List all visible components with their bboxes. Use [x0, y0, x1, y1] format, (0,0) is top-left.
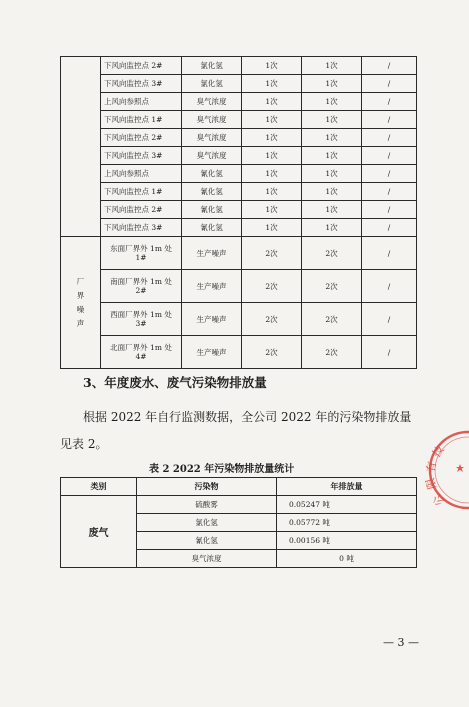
- monitoring-item: 生产噪声: [182, 237, 242, 270]
- monitoring-point: 上风向参照点: [101, 165, 182, 183]
- pollutant: 硫酸雾: [137, 496, 277, 514]
- frequency: 1次: [242, 93, 302, 111]
- svg-text:限: 限: [423, 476, 439, 491]
- emission-amount: 0.05247 吨: [277, 496, 417, 514]
- emission-amount: 0.05772 吨: [277, 514, 417, 532]
- frequency: 1次: [242, 147, 302, 165]
- table-row: [61, 237, 417, 270]
- monitoring-table: [60, 56, 417, 369]
- point-line1: 东面厂界外 1m 处: [110, 244, 172, 253]
- frequency: 2次: [302, 237, 362, 270]
- monitoring-item: 氰化氢: [182, 219, 242, 237]
- table-row: [61, 336, 417, 369]
- note: /: [362, 336, 417, 369]
- frequency: 1次: [302, 75, 362, 93]
- table-row: [61, 201, 417, 219]
- frequency: 1次: [242, 183, 302, 201]
- frequency: 1次: [302, 183, 362, 201]
- monitoring-item: 臭气浓度: [182, 111, 242, 129]
- paragraph-line: 见表 2。: [60, 437, 108, 451]
- monitoring-item: 生产噪声: [182, 270, 242, 303]
- frequency: 1次: [302, 57, 362, 75]
- frequency: 2次: [242, 336, 302, 369]
- monitoring-item: 氯化氢: [182, 75, 242, 93]
- monitoring-point: 上风向参照点: [101, 93, 182, 111]
- table-row: [61, 147, 417, 165]
- monitoring-point: 下风向监控点 2#: [101, 57, 182, 75]
- monitoring-item: 氰化氢: [182, 201, 242, 219]
- svg-text:技: 技: [429, 443, 447, 460]
- note: /: [362, 129, 417, 147]
- frequency: 2次: [242, 303, 302, 336]
- table-row: [61, 219, 417, 237]
- monitoring-point: [101, 270, 182, 303]
- group-cell-empty: [61, 57, 101, 237]
- page-number: — 3 —: [383, 636, 419, 649]
- note: /: [362, 201, 417, 219]
- pollutant: 臭气浓度: [137, 550, 277, 568]
- monitoring-point: 下风向监控点 1#: [101, 111, 182, 129]
- group-label: 厂界噪声: [76, 276, 85, 328]
- point-line2: 3#: [135, 319, 147, 328]
- note: /: [362, 111, 417, 129]
- frequency: 1次: [242, 219, 302, 237]
- table-caption: 表 2 2022 年污染物排放量统计: [149, 464, 295, 475]
- point-line2: 2#: [135, 286, 147, 295]
- svg-text:公: 公: [430, 491, 448, 509]
- frequency: 1次: [242, 201, 302, 219]
- note: /: [362, 303, 417, 336]
- monitoring-item: 生产噪声: [182, 303, 242, 336]
- emission-table: [60, 477, 417, 568]
- note: /: [362, 93, 417, 111]
- table-header-row: [61, 478, 417, 496]
- monitoring-point: 下风向监控点 3#: [101, 147, 182, 165]
- frequency: 2次: [302, 303, 362, 336]
- note: /: [362, 219, 417, 237]
- frequency: 1次: [242, 75, 302, 93]
- point-line2: 1#: [135, 253, 147, 262]
- frequency: 1次: [242, 111, 302, 129]
- monitoring-point: 下风向监控点 2#: [101, 201, 182, 219]
- table-row: [61, 183, 417, 201]
- note: /: [362, 57, 417, 75]
- section-heading: 3、年度废水、废气污染物排放量: [83, 375, 267, 390]
- category-cell: 废气: [61, 496, 137, 568]
- emission-amount: 0 吨: [277, 550, 417, 568]
- table-row: [61, 93, 417, 111]
- point-line1: 南面厂界外 1m 处: [110, 277, 172, 286]
- seal-graphic: [416, 428, 469, 512]
- frequency: 1次: [302, 129, 362, 147]
- note: /: [362, 147, 417, 165]
- frequency: 1次: [302, 93, 362, 111]
- company-seal-stamp: [416, 428, 469, 512]
- frequency: 1次: [302, 165, 362, 183]
- point-line1: 北面厂界外 1m 处: [110, 343, 172, 352]
- point-line1: 西面厂界外 1m 处: [110, 310, 172, 319]
- monitoring-point: [101, 237, 182, 270]
- frequency: 1次: [242, 57, 302, 75]
- column-header: 类别: [61, 478, 137, 496]
- frequency: 1次: [302, 201, 362, 219]
- monitoring-item: 氰化氢: [182, 183, 242, 201]
- paragraph-line: 根据 2022 年自行监测数据，全公司 2022 年的污染物排放量: [83, 410, 412, 424]
- monitoring-point: 下风向监控点 1#: [101, 183, 182, 201]
- frequency: 1次: [302, 111, 362, 129]
- table-row: [61, 57, 417, 75]
- monitoring-point: 下风向监控点 3#: [101, 219, 182, 237]
- table-row: [61, 165, 417, 183]
- table-row: [61, 303, 417, 336]
- frequency: 2次: [242, 270, 302, 303]
- column-header: 年排放量: [277, 478, 417, 496]
- monitoring-item: 生产噪声: [182, 336, 242, 369]
- frequency: 2次: [302, 270, 362, 303]
- group-label-cell: [61, 237, 101, 369]
- pollutant: 氯化氢: [137, 514, 277, 532]
- frequency: 1次: [242, 129, 302, 147]
- note: /: [362, 75, 417, 93]
- monitoring-item: 臭气浓度: [182, 93, 242, 111]
- monitoring-point: 下风向监控点 3#: [101, 75, 182, 93]
- point-line2: 4#: [135, 352, 147, 361]
- note: /: [362, 270, 417, 303]
- svg-text:有: 有: [424, 460, 439, 474]
- monitoring-point: [101, 303, 182, 336]
- frequency: 2次: [242, 237, 302, 270]
- monitoring-point: 下风向监控点 2#: [101, 129, 182, 147]
- emission-amount: 0.00156 吨: [277, 532, 417, 550]
- table-row: [61, 270, 417, 303]
- frequency: 1次: [302, 219, 362, 237]
- table-row: [61, 111, 417, 129]
- monitoring-item: 臭气浓度: [182, 129, 242, 147]
- note: /: [362, 183, 417, 201]
- pollutant: 氰化氢: [137, 532, 277, 550]
- frequency: 1次: [242, 165, 302, 183]
- monitoring-item: 氯化氢: [182, 57, 242, 75]
- frequency: 2次: [302, 336, 362, 369]
- table-row: [61, 496, 417, 514]
- column-header: 污染物: [137, 478, 277, 496]
- note: /: [362, 237, 417, 270]
- note: /: [362, 165, 417, 183]
- monitoring-item: 氰化氢: [182, 165, 242, 183]
- monitoring-item: 臭气浓度: [182, 147, 242, 165]
- monitoring-point: [101, 336, 182, 369]
- table-row: [61, 75, 417, 93]
- table-row: [61, 129, 417, 147]
- frequency: 1次: [302, 147, 362, 165]
